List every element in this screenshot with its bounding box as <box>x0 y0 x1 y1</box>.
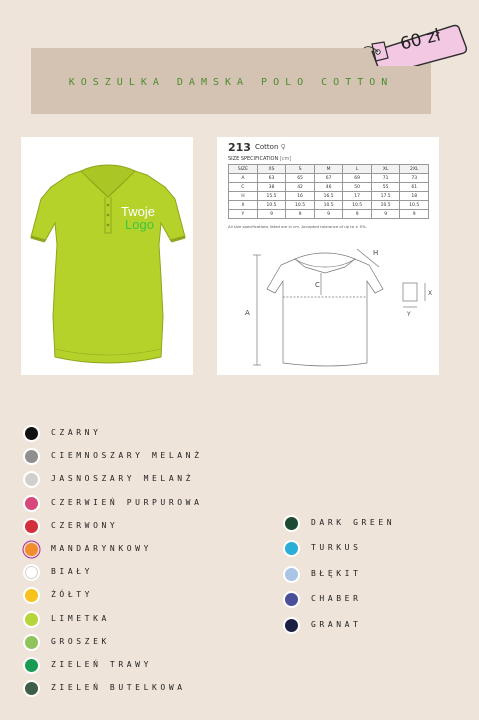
color-option[interactable] <box>23 517 263 537</box>
size-table-cell: 46 <box>314 183 343 192</box>
size-table-header-cell: XL <box>371 165 400 174</box>
color-name: CHABER <box>311 594 362 604</box>
color-name: CZARNY <box>51 428 102 437</box>
size-table-header-cell: SIZE <box>229 165 258 174</box>
size-table-cell: C <box>229 183 258 192</box>
size-table-cell: 9 <box>343 210 372 219</box>
size-table-row <box>229 174 429 183</box>
color-option[interactable] <box>23 633 263 653</box>
color-swatch[interactable] <box>25 636 38 649</box>
size-table-cell: 10.5 <box>314 201 343 210</box>
size-table-row <box>229 201 429 210</box>
color-name: ZIELEŃ BUTELKOWA <box>51 683 186 693</box>
size-table-cell: A <box>229 174 258 183</box>
color-option[interactable] <box>23 447 263 467</box>
color-name: TURKUS <box>311 543 362 553</box>
color-name: DARK GREEN <box>311 518 396 527</box>
size-table-cell: 61 <box>400 183 429 192</box>
size-table-cell: 10.5 <box>286 201 315 210</box>
color-name: GRANAT <box>311 619 362 629</box>
size-table-cell: 55 <box>371 183 400 192</box>
size-table-header-cell: 2XL <box>400 165 429 174</box>
color-option[interactable] <box>23 494 263 514</box>
size-table-header-cell: M <box>314 165 343 174</box>
size-table-header <box>229 165 429 174</box>
color-name: CZERWIEŃ PURPUROWA <box>51 497 203 507</box>
size-table-cell: 73 <box>400 174 429 183</box>
color-name: LIMETKA <box>51 613 110 623</box>
color-name: MANDARYNKOWY <box>51 544 152 553</box>
color-name: BŁĘKIT <box>311 568 362 578</box>
color-name: BIAŁY <box>51 567 94 577</box>
color-swatch[interactable] <box>285 619 298 632</box>
size-table-cell: 67 <box>314 174 343 183</box>
color-option[interactable] <box>283 565 479 585</box>
color-option[interactable] <box>283 616 479 636</box>
color-option[interactable] <box>23 586 263 606</box>
color-name: GROSZEK <box>51 636 110 646</box>
color-swatch[interactable] <box>25 543 38 556</box>
size-table-cell: 10.5 <box>257 201 286 210</box>
size-table-cell: 63 <box>257 174 286 183</box>
size-table-cell: H <box>229 192 258 201</box>
size-table-header-cell: XS <box>257 165 286 174</box>
color-swatch[interactable] <box>25 427 38 440</box>
size-table-cell: 9 <box>371 210 400 219</box>
price-label: 60 zł <box>398 25 443 55</box>
color-swatch[interactable] <box>25 613 38 626</box>
color-option[interactable] <box>23 610 263 630</box>
size-diagram <box>217 237 439 377</box>
size-table-row <box>229 210 429 219</box>
color-option[interactable] <box>283 590 479 610</box>
size-table-cell: 17.5 <box>371 192 400 201</box>
model-number: 213 <box>228 141 251 154</box>
size-table-header-cell: L <box>343 165 372 174</box>
size-table-cell: X <box>229 201 258 210</box>
size-table-cell: 69 <box>343 174 372 183</box>
logo-line2: Logo <box>125 217 154 232</box>
color-name: CZERWONY <box>51 520 119 530</box>
color-option[interactable] <box>283 539 479 559</box>
color-swatch[interactable] <box>25 659 38 672</box>
size-table-cell: 9 <box>286 210 315 219</box>
spec-title: SIZE SPECIFICATION [cm] <box>228 156 292 162</box>
color-name: ŻÓŁTY <box>51 590 94 600</box>
size-table-cell: 9 <box>314 210 343 219</box>
size-table-cell: 17 <box>343 192 372 201</box>
polo-shirt-image <box>21 137 193 375</box>
size-table-cell: 16.5 <box>314 192 343 201</box>
model-name: Cotton ♀ <box>255 143 286 151</box>
color-swatch[interactable] <box>25 497 38 510</box>
size-table <box>228 164 429 219</box>
color-swatch[interactable] <box>25 520 38 533</box>
size-table-cell: 10.5 <box>343 201 372 210</box>
logo-line1: Twoje <box>121 204 155 219</box>
size-table-cell: 10.5 <box>371 201 400 210</box>
size-table-cell: 9 <box>400 210 429 219</box>
size-table-cell: 16 <box>286 192 315 201</box>
size-table-cell: 71 <box>371 174 400 183</box>
size-table-cell: 42 <box>286 183 315 192</box>
female-icon: ♀ <box>280 143 286 151</box>
color-swatch[interactable] <box>285 568 298 581</box>
diagram-label-a: A <box>245 309 250 317</box>
page-title: KOSZULKA DAMSKA POLO COTTON <box>68 77 394 88</box>
diagram-label-h: H <box>373 249 379 257</box>
diagram-label-c: C <box>315 281 320 289</box>
color-option[interactable] <box>23 424 263 444</box>
product-image-card <box>21 137 193 375</box>
color-option[interactable] <box>283 514 479 534</box>
spec-note: All size specifications listed are in cm. Accepted tolerance of up to ± 5%. <box>228 224 367 229</box>
size-table-cell: 38 <box>257 183 286 192</box>
size-table-cell: Y <box>229 210 258 219</box>
color-option[interactable] <box>23 563 263 583</box>
color-name: CIEMNOSZARY MELANŻ <box>51 451 203 461</box>
size-table-cell: 15.5 <box>257 192 286 201</box>
size-table-cell: 18 <box>400 192 429 201</box>
size-table-cell: 10.5 <box>400 201 429 210</box>
color-name: JASNOSZARY MELANŻ <box>51 474 195 484</box>
color-option[interactable] <box>23 470 263 490</box>
size-table-header-cell: S <box>286 165 315 174</box>
size-table-row <box>229 183 429 192</box>
size-spec-card <box>217 137 439 375</box>
size-table-cell: 9 <box>257 210 286 219</box>
size-table-cell: 50 <box>343 183 372 192</box>
color-name: ZIELEŃ TRAWY <box>51 660 152 669</box>
color-option[interactable] <box>23 540 263 560</box>
diagram-label-y: Y <box>407 311 411 318</box>
size-table-row <box>229 192 429 201</box>
diagram-label-x: X <box>428 290 433 297</box>
color-option[interactable] <box>23 679 263 699</box>
color-option[interactable] <box>23 656 263 676</box>
size-table-cell: 65 <box>286 174 315 183</box>
color-swatch[interactable] <box>285 517 298 530</box>
